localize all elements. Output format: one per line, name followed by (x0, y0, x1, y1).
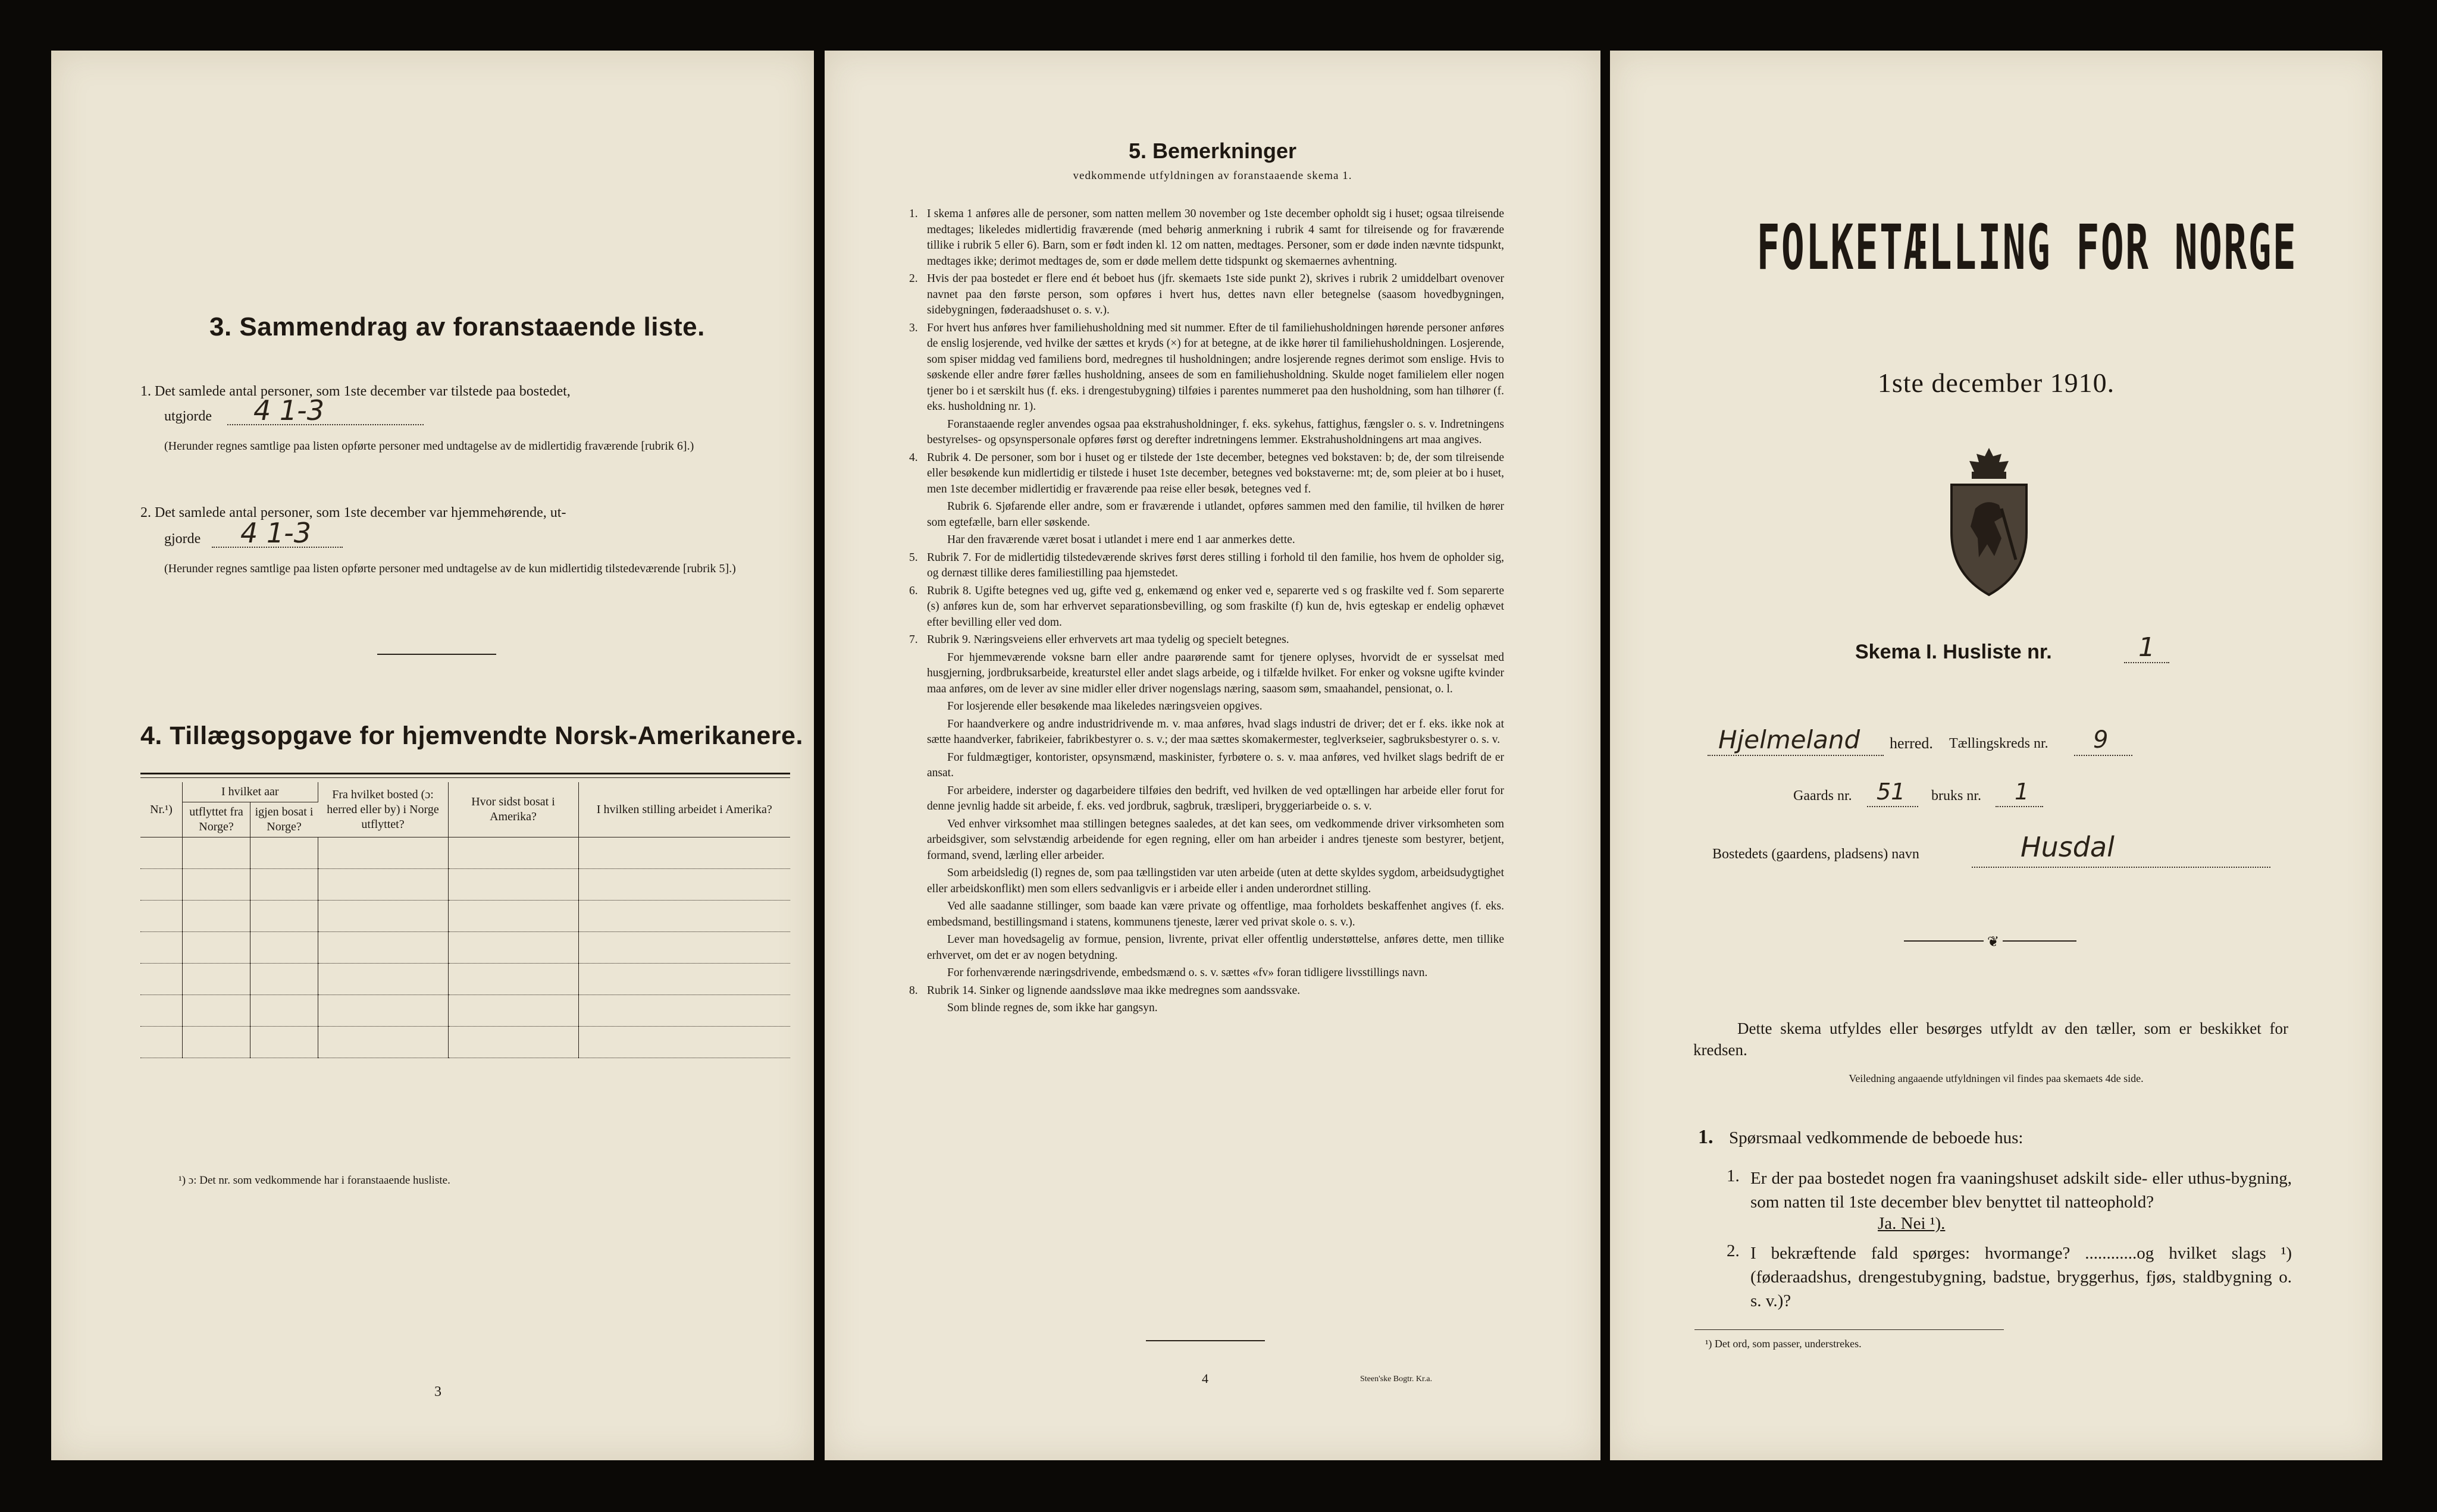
remark-item (909, 1000, 1504, 1017)
remark-item (909, 865, 1504, 897)
divider (377, 654, 496, 655)
remark-number: 2. (909, 272, 918, 285)
remark-item (909, 206, 1504, 269)
remarks-list (909, 206, 1504, 1018)
item-2-prefix: gjorde (164, 531, 201, 547)
remark-number: 5. (909, 551, 918, 564)
bruks-line (1996, 806, 2043, 807)
remark-text: Foranstaaende regler anvendes ogsaa paa ekstrahusholdninger, f. eks. sykehus, fattighus, fængsler o. s. v. Indretningens bestyrelses- og opsynspersonale opføres først og derefter indretningens lemmer. Ekstrahusholdningens art maa angives. (927, 418, 1504, 446)
table-row (140, 1027, 790, 1058)
remark-text: Ved enhver virksomhet maa stillingen betegnes saaledes, at det kan sees, om vedkommende driver virksomheten som arbeidsgiver, som selvstændig arbeidende for egen regning, eller om han arbeider i andres tjeneste som bestyrer, betjent, formand, svend, lærling eller arbeider. (927, 817, 1504, 862)
norsk-amerikanere-table (140, 782, 790, 1058)
q1-num: 1. (1727, 1166, 1740, 1185)
remark-item (909, 417, 1504, 448)
footnote-rule (1694, 1329, 2004, 1330)
col-year-group: I hvilket aar (183, 782, 318, 802)
coat-of-arms-icon (1944, 443, 2034, 598)
item-1-prefix: utgjorde (164, 409, 212, 424)
bosted-line (1972, 867, 2270, 868)
remark-item (909, 932, 1504, 964)
remark-text: Har den fraværende været bosat i utlandet i mere end 1 aar anmerkes dette. (947, 534, 1295, 546)
q-heading-num: 1. (1698, 1126, 1714, 1148)
col-from-where: Fra hvilket bosted (ɔ: herred eller by) i Norge utflyttet? (318, 782, 448, 837)
remark-item (909, 899, 1504, 930)
remark-text: Rubrik 7. For de midlertidig tilstedeværende skrives først deres stilling i forhold til den familie, hos hvem de opholder sig, og dernæst tillike deres familiestilling paa hjemstedet. (927, 551, 1504, 579)
skema-label: Skema I. Husliste nr. (1855, 641, 2052, 663)
remark-text: Ved alle saadanne stillinger, som baade kan være private og offentlige, maa forholdets beskaffenhet angives (f. eks. embedsmand, bestillingsmand i statens, kommunens tjeneste, lærer ved privat skole o. s. v.). (927, 900, 1504, 928)
remarks-title: 5. Bemerkninger (1128, 139, 1297, 163)
remark-item (909, 271, 1504, 319)
divider (1146, 1340, 1265, 1341)
herred-label: herred. (1890, 735, 1933, 752)
col-returned: igjen bosat i Norge? (250, 802, 318, 837)
remark-text: For arbeidere, inderster og dagarbeidere tilføies den bedrift, ved hvilken de ved optællingen har arbeide eller forut for denne jevnlig hadde sit arbeide, f. eks. ved jordbruk, sagbruk, træsliperi, bryggeriarbeide o. s. v. (927, 784, 1504, 813)
col-emigrated: utflyttet fra Norge? (183, 802, 250, 837)
printer-mark: Steen'ske Bogtr. Kr.a. (1360, 1375, 1433, 1384)
table-row (140, 995, 790, 1027)
remark-text: For forhenværende næringsdrivende, embedsmænd o. s. v. sættes «fv» foran tidligere livsstillings navn. (947, 967, 1428, 979)
remark-text: For fuldmægtiger, kontorister, opsynsmænd, maskinister, fyrbøtere o. s. v. maa anføres, ved hvilket slags bedrift de er ansat. (927, 751, 1504, 779)
form-title: FOLKETÆLLING FOR NORGE (1756, 211, 2298, 284)
remark-text: Rubrik 8. Ugifte betegnes ved ug, gifte ved g, enkemænd og enker ved e, separerte ved s og fraskilte ved f. Som separerte (s) anføres kun de, som har erhvervet separationsbevilling, og som fraskilte (f) kun de, hvis egteskap er endelig ophævet efter bevilling eller ved dom. (927, 584, 1504, 629)
remark-item (909, 699, 1504, 715)
remark-text: Som blinde regnes de, som ikke har gangsyn. (947, 1002, 1158, 1014)
page-left (51, 51, 814, 1460)
bosted-label: Bostedets (gaardens, pladsens) navn (1712, 846, 1919, 862)
table-row (140, 932, 790, 964)
remark-item (909, 965, 1504, 981)
remark-number: 6. (909, 584, 918, 597)
remark-text: For haandverkere og andre industridrivende m. v. maa anføres, hvad slags industri de driver; det er f. eks. ikke nok at sætte haandverker, fabrikeier, fabrikbestyrer o. s. v.; der maa sættes skomakermester, teglverkseier, sagbruksbestyrer o. s. v. (927, 717, 1504, 746)
remarks-subtitle: vedkommende utfyldningen av foranstaaende skema 1. (1073, 170, 1352, 182)
remark-text: Hvis der paa bostedet er flere end ét beboet hus (jfr. skemaets 1ste side punkt 2), skrives i rubrik 2 umiddelbart ovenover navnet paa den første person, som opføres i hvert hus, dettes navn eller betegnelse (saasom hovedbygningen, sidebygningen, føderaadshuset o. s. v.). (927, 272, 1504, 316)
form-date: 1ste december 1910. (1877, 368, 2115, 398)
ornament-icon: ❦ (1984, 933, 2003, 951)
gaards-value: 51 (1877, 779, 1906, 805)
table-row (140, 964, 790, 995)
remark-item (909, 321, 1504, 415)
remark-text: Rubrik 14. Sinker og lignende aandssløve maa ikke medregnes som aandssvake. (927, 984, 1301, 997)
item-2-value: 4 1-3 (240, 517, 312, 549)
remark-item (909, 584, 1504, 631)
q2-num: 2. (1727, 1241, 1740, 1260)
page-number: 3 (434, 1384, 441, 1400)
remark-text: Som arbeidsledig (l) regnes de, som paa tællingstiden var uten arbeide (uten at dette skyldes sygdom, arbeidsudygtighet eller arbeidskonflikt) men som ellers sedvanligvis er i arbeide eller i anden underordnet stilling. (927, 867, 1504, 895)
intro-text: Dette skema utfyldes eller besørges utfyldt av den tæller, som er beskikket for kredsen. (1693, 1019, 2288, 1059)
q1-text: Er der paa bostedet nogen fra vaaningshuset adskilt side- eller uthus-bygning, som natten til 1ste december blev benyttet til natteophold? (1750, 1169, 2292, 1212)
table-row (140, 837, 790, 869)
remark-item (909, 750, 1504, 782)
footnote: ¹) ɔ: Det nr. som vedkommende har i foranstaaende husliste. (178, 1174, 450, 1187)
remark-item (909, 983, 1504, 999)
section-3-title: 3. Sammendrag av foranstaaende liste. (209, 312, 705, 341)
remark-number: 1. (909, 208, 918, 220)
q-heading: Spørsmaal vedkommende de beboede hus: (1729, 1128, 2023, 1147)
remark-item (909, 717, 1504, 748)
intro-note: Veiledning angaaende utfyldningen vil findes paa skemaets 4de side. (1849, 1072, 2144, 1084)
item-2-note: (Herunder regnes samtlige paa listen opførte personer med undtagelse av de kun midlertidig tilstedeværende [rubrik 5].) (164, 562, 736, 575)
kreds-label: Tællingskreds nr. (1949, 736, 2048, 751)
gaards-label: Gaards nr. (1793, 788, 1852, 804)
remark-item (909, 532, 1504, 548)
q1-answer: Ja. Nei ¹). (1878, 1214, 1949, 1234)
page-middle (825, 51, 1600, 1460)
remark-item (909, 550, 1504, 582)
herred-line (1708, 755, 1884, 756)
footnote: ¹) Det ord, som passer, understrekes. (1705, 1338, 1862, 1350)
page-right (1610, 51, 2382, 1460)
remark-item (909, 650, 1504, 698)
bruks-label: bruks nr. (1931, 788, 1981, 804)
kreds-value: 9 (2093, 726, 2109, 754)
page-number: 4 (1202, 1371, 1208, 1386)
table-row (140, 869, 790, 901)
herred-value: Hjelmeland (1718, 725, 1860, 754)
item-1-note: (Herunder regnes samtlige paa listen opførte personer med undtagelse av de midlertidig fraværende [rubrik 6].) (164, 440, 694, 453)
remark-item (909, 632, 1504, 648)
remark-item (909, 783, 1504, 815)
item-2-text: 2. Det samlede antal personer, som 1ste december var hjemmehørende, ut- (140, 505, 566, 520)
table-top-rule (140, 773, 790, 778)
remark-item (909, 450, 1504, 498)
skema-value: 1 (2138, 632, 2155, 663)
col-where-lived: Hvor sidst bosat i Amerika? (448, 782, 578, 837)
remark-text: Rubrik 6. Sjøfarende eller andre, som er fraværende i utlandet, opføres sammen med den familie, til hvilken de hører som egtefælle, barn eller søskende. (927, 500, 1504, 529)
q2-text: I bekræftende fald spørges: hvormange? ............og hvilket slags ¹) (føderaadshus, drengestubygning, badstue, bryggerhus, fjøs, staldbygning o. s. v.)? (1750, 1244, 2292, 1310)
remark-number: 3. (909, 321, 918, 334)
table-row (140, 901, 790, 932)
remark-text: For hvert hus anføres hver familiehusholdning med sit nummer. Efter de til familiehusholdningen hørende personer anføres de enslig losjerende, ved hvilke der sættes et kryds (×) for at betegne, at de ikke hører til familiehusholdningen. Losjerende, som spiser middag ved familiens bord, medregnes til husholdningen; andre losjerende regnes derimot som enslige. Hvis to søskende eller andre fører fælles husholdning, ansees de som en familiehusholdning. Skulde noget familielem eller nogen tjener bo i et særskilt hus (f. eks. i drengestubygning) tilføies i parentes nummeret paa den husholdning, som han tilhører (f. eks. husholdning nr. 1). (927, 321, 1504, 413)
remark-text: For hjemmeværende voksne barn eller andre paarørende samt for tjenere oplyses, hvorvidt de er sysselsat med husgjerning, jordbruksarbeide, kreaturstel eller andet slags arbeide, og i tilfælde hvilket. For enker og voksne ugifte kvinder maa anføres, om de lever av sine midler eller driver nogenslags næring, saasom søm, smaahandel, pensionat, o. l. (927, 651, 1504, 695)
remark-item (909, 499, 1504, 531)
col-occupation: I hvilken stilling arbeidet i Amerika? (578, 782, 790, 837)
remark-text: Rubrik 9. Næringsveiens eller erhvervets art maa tydelig og specielt betegnes. (927, 633, 1289, 646)
gaards-line (1867, 806, 1918, 807)
remark-number: 4. (909, 451, 918, 464)
remark-text: Rubrik 4. De personer, som bor i huset og er tilstede der 1ste december, betegnes ved bokstaven: b; de, der som tilreisende eller besøkende kun midlertidig er tilstede i huset 1ste december, betegnes ved bokstaverne: mt; de, som pleier at bo i huset, men 1ste december midlertidig er fraværende paa reise eller besøk, betegnes ved f. (927, 451, 1504, 495)
remark-text: For losjerende eller besøkende maa likeledes næringsveien opgives. (947, 700, 1263, 713)
remark-number: 8. (909, 984, 918, 997)
remark-number: 7. (909, 633, 918, 646)
col-nr: Nr.¹) (140, 782, 183, 837)
item-1-value: 4 1-3 (253, 394, 325, 426)
bosted-value: Husdal (2021, 831, 2115, 863)
remark-text: I skema 1 anføres alle de personer, som natten mellem 30 november og 1ste december opholdt sig i huset; ogsaa tilreisende medtages; likeledes midlertidig fraværende (med behørig anmerkning i rubrik 4 samt for tilreisende og for fraværende tillike i rubrik 5 eller 6). Barn, som er født inden kl. 12 om natten, medtages. Personer, som er døde inden nævnte tidspunkt, medtages ikke; derimot medtages de, som er døde mellem dette tidspunkt og skemaernes avhentning. (927, 208, 1504, 268)
item-1-text: 1. Det samlede antal personer, som 1ste december var tilstede paa bostedet, (140, 384, 571, 399)
remark-item (909, 817, 1504, 864)
remark-text: Lever man hovedsagelig av formue, pension, livrente, privat eller offentlig understøttelse, anføres dette, men tillike erhvervet, om det er av nogen betydning. (927, 933, 1504, 962)
section-4-title: 4. Tillægsopgave for hjemvendte Norsk-Amerikanere. (140, 722, 803, 750)
kreds-line (2074, 755, 2132, 756)
bruks-value: 1 (2015, 779, 2029, 805)
